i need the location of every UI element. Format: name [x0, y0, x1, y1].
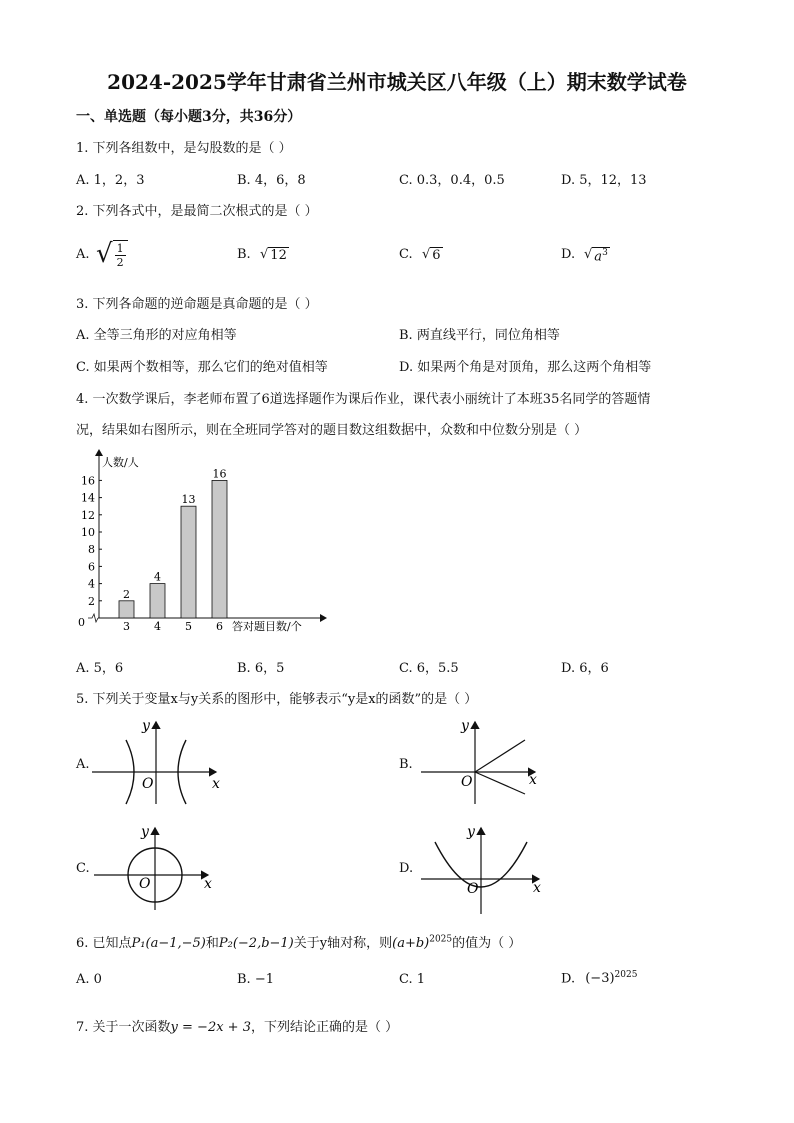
- question-6-mid: 关于y轴对称，则: [293, 936, 393, 951]
- bar-value-label: 2: [123, 587, 130, 601]
- axis-y-label: y: [141, 824, 149, 840]
- radicand: 12: [270, 248, 287, 263]
- question-1-option-a: A. 1，2，3: [76, 173, 145, 188]
- x-tick-label: 3: [123, 620, 130, 633]
- expression-exponent: 2025: [429, 934, 453, 945]
- y-tick-label: 8: [88, 543, 95, 557]
- question-4-option-a: A. 5，6: [76, 661, 124, 676]
- question-6-option-d: [561, 970, 637, 986]
- page-title: 2024-2025学年甘肃省兰州市城关区八年级（上）期末数学试卷: [107, 70, 687, 94]
- question-7-suffix: ，下列结论正确的是（ ）: [250, 1020, 399, 1035]
- question-4-stem-line-1: 4. 一次数学课后，李老师布置了6道选择题作为课后作业，课代表小丽统计了本班35名同学的答题情: [76, 392, 651, 407]
- question-4-option-d: D. 6，6: [561, 661, 609, 676]
- section-heading: 一、单选题（每小题3分，共36分）: [76, 109, 302, 125]
- origin-label: O: [461, 774, 473, 790]
- y-tick-label: 4: [88, 577, 95, 591]
- bar: [150, 584, 165, 618]
- radicand-exponent: 3: [602, 248, 608, 258]
- question-4-option-c: C. 6，5.5: [399, 661, 459, 676]
- bar-value-label: 4: [154, 570, 161, 584]
- question-5-label-d: D.: [399, 861, 414, 876]
- x-tick-label: 5: [185, 620, 192, 633]
- question-3-option-a: A. 全等三角形的对应角相等: [76, 328, 237, 343]
- y-axis-label: 人数/人: [102, 456, 139, 469]
- bar: [212, 480, 227, 618]
- question-4-stem-line-2: 况，结果如右图所示，则在全班同学答对的题目数这组数据中，众数和中位数分别是（ ）: [76, 423, 588, 438]
- question-4-option-b: B. 6，5: [237, 661, 285, 676]
- question-2-option-c: √ 6: [422, 247, 441, 263]
- y-tick-label: 0: [78, 616, 85, 629]
- question-6-prefix: 6. 已知点: [76, 936, 132, 951]
- radicand: 6: [432, 248, 441, 263]
- x-tick-label: 4: [154, 620, 161, 633]
- question-3-option-c: C. 如果两个数相等，那么它们的绝对值相等: [76, 360, 328, 375]
- y-tick-label: 2: [88, 594, 95, 608]
- linear-function: y = −2x + 3: [170, 1020, 251, 1035]
- bar: [119, 601, 134, 618]
- option-d-expression: (−3): [585, 971, 615, 987]
- question-3-option-b: B. 两直线平行，同位角相等: [399, 328, 560, 343]
- question-1-option-b: B. 4，6，8: [237, 173, 306, 188]
- axis-y-label: y: [142, 718, 150, 734]
- question-2-option-a: √ $\frac{1}{2}$: [96, 234, 128, 274]
- question-6-option-b: B. −1: [237, 972, 274, 987]
- origin-label: O: [467, 881, 479, 897]
- question-6-suffix: 的值为（ ）: [452, 936, 522, 951]
- question-5-label-c: C.: [76, 861, 90, 876]
- question-2-option-b: √ 12: [260, 247, 287, 263]
- y-tick-label: 6: [88, 560, 95, 574]
- graph-option-c: [92, 822, 222, 912]
- x-axis-label: 答对题目数/个: [232, 620, 302, 633]
- question-2-label-d: D.: [561, 247, 576, 262]
- question-2-stem: 2. 下列各式中，是最简二次根式的是（ ）: [76, 204, 318, 219]
- graph-option-b: [415, 716, 545, 806]
- question-7-prefix: 7. 关于一次函数: [76, 1020, 171, 1035]
- question-6-option-c: C. 1: [399, 972, 426, 987]
- question-6-stem: [76, 932, 521, 951]
- y-tick-label: 10: [81, 526, 95, 539]
- bar: [181, 506, 196, 618]
- question-5-label-b: B.: [399, 757, 413, 772]
- origin-label: O: [139, 876, 151, 892]
- graph-option-d: [415, 822, 550, 917]
- fraction-denominator: 2: [116, 256, 124, 269]
- question-2-option-d: √ $a^3$: [584, 247, 608, 265]
- fraction-numerator: 1: [116, 242, 124, 255]
- y-tick-label: 12: [81, 508, 95, 522]
- point-p1: P₁(a−1,−5): [131, 936, 206, 951]
- bar-value-label: 16: [212, 467, 227, 481]
- option-d-exponent: 2025: [614, 970, 638, 980]
- question-2-label-b: B.: [237, 247, 251, 262]
- question-1-option-d: D. 5，12，13: [561, 173, 647, 188]
- axis-x-label: x: [212, 776, 220, 792]
- x-tick-label: 6: [216, 620, 223, 633]
- question-6-option-a: A. 0: [76, 972, 102, 987]
- expression: (a+b): [392, 936, 430, 951]
- radicand-base: a: [594, 249, 603, 265]
- axis-y-label: y: [467, 824, 475, 840]
- question-7-stem: [76, 1016, 398, 1035]
- y-tick-label: 14: [81, 491, 95, 505]
- axis-y-label: y: [461, 718, 469, 734]
- question-1-option-c: C. 0.3，0.4，0.5: [399, 173, 505, 188]
- bar-chart: [74, 448, 334, 638]
- question-5-label-a: A.: [76, 757, 90, 772]
- axis-break: [88, 614, 98, 622]
- question-3-stem: 3. 下列各命题的逆命题是真命题的是（ ）: [76, 297, 318, 312]
- point-p2: P₂(−2,b−1): [218, 936, 294, 951]
- question-2-label-a: A.: [76, 247, 90, 262]
- y-tick-label: 16: [81, 474, 95, 488]
- origin-label: O: [142, 776, 154, 792]
- axis-x-label: x: [529, 772, 537, 788]
- question-2-label-c: C.: [399, 247, 413, 262]
- question-6-and: 和: [205, 936, 219, 951]
- question-1-stem: 1. 下列各组数中，是勾股数的是（ ）: [76, 141, 292, 156]
- bar-value-label: 13: [181, 493, 196, 507]
- question-5-stem: 5. 下列关于变量x与y关系的图形中，能够表示“y是x的函数”的是（ ）: [76, 692, 478, 707]
- axis-x-label: x: [204, 876, 212, 892]
- question-3-option-d: D. 如果两个角是对顶角，那么这两个角相等: [399, 360, 652, 375]
- axis-x-label: x: [533, 880, 541, 896]
- question-6-label-d: D.: [561, 971, 576, 987]
- graph-option-a: [90, 716, 230, 806]
